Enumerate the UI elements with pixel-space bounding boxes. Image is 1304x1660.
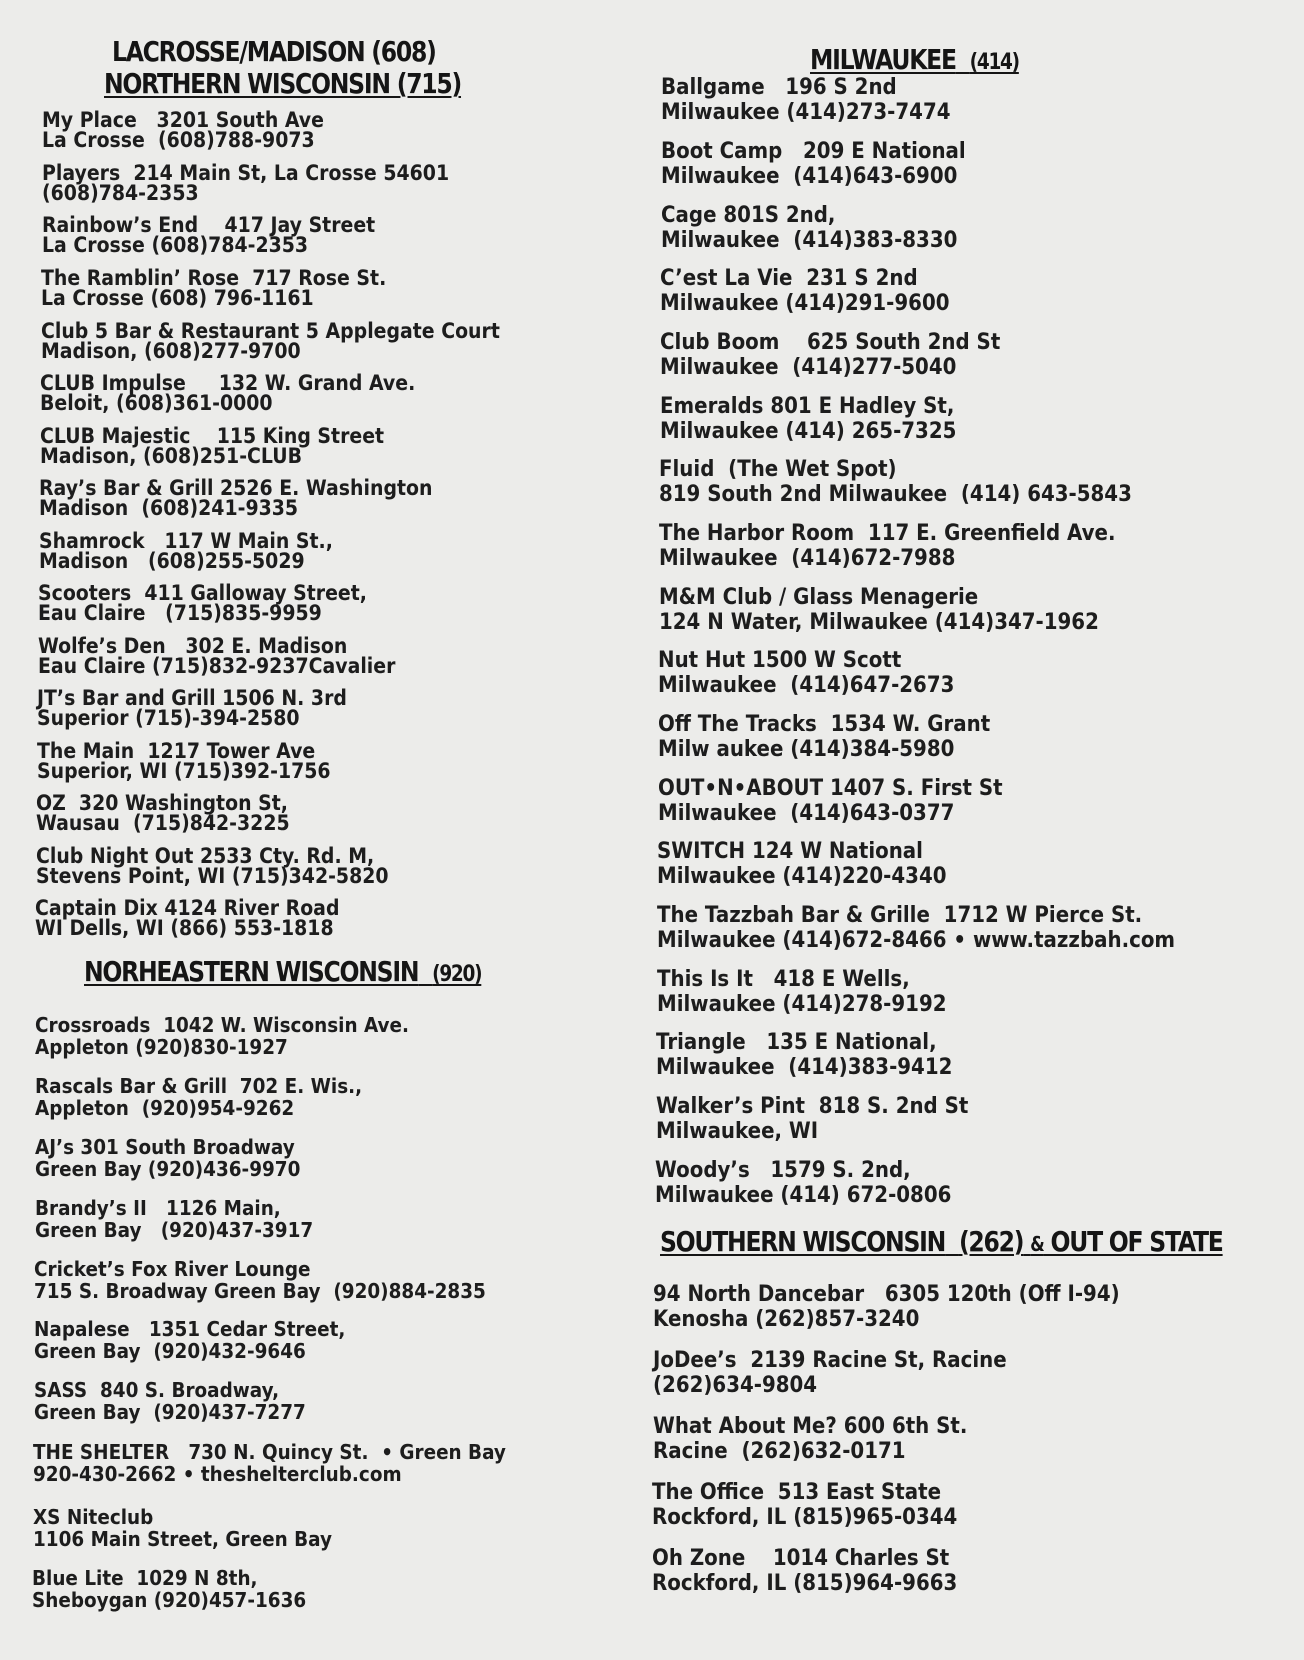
venue-entry — [652, 1480, 957, 1530]
venue-name-line: JoDee’s 2139 Racine St, Racine — [653, 1348, 1007, 1373]
venue-name-line: The Harbor Room 117 E. Greenfield Ave. — [659, 521, 1116, 546]
venue-address-line: 715 S. Broadway Green Bay (920)884-2835 — [34, 1279, 486, 1303]
venue-name-line: Brandy’s II 1126 Main, — [35, 1196, 281, 1220]
venue-entry — [33, 1441, 506, 1485]
venue-name-line: Crossroads 1042 W. Wisconsin Ave. — [35, 1013, 410, 1037]
venue-address-line: Milwaukee, WI — [656, 1119, 819, 1144]
southern-heading-amp: & — [1030, 1232, 1044, 1256]
venue-entry — [653, 1282, 1120, 1332]
southern-heading-code: (262) — [958, 1225, 1024, 1258]
venue-entry — [661, 75, 951, 125]
venue-address-line: Milwaukee (414)291-9600 — [660, 291, 950, 316]
venue-address-line: Madison, (608)277-9700 — [41, 339, 301, 363]
venue-address-line: La Crosse (608) 796-1161 — [41, 286, 314, 310]
venue-entry — [34, 1258, 486, 1302]
milwaukee-heading — [810, 44, 1019, 78]
venue-entry — [655, 1158, 951, 1208]
venue-name-line: THE SHELTER 730 N. Quincy St. • Green Bay — [33, 1440, 506, 1464]
venue-name-line: XS Niteclub — [33, 1505, 154, 1529]
heading-line-2: NORTHERN WISCONSIN (715) — [104, 67, 462, 100]
venue-entry — [35, 1075, 362, 1119]
venue-address-line: Milwaukee (414)643-6900 — [661, 164, 958, 189]
venue-address-line: Milwaukee (414) 265-7325 — [660, 419, 957, 444]
venue-name-line: The Tazzbah Bar & Grille 1712 W Pierce St. — [657, 903, 1143, 928]
venue-entry — [39, 531, 333, 571]
venue-name-line: Fluid (The Wet Spot) — [659, 457, 897, 482]
venue-entry — [42, 215, 375, 255]
venue-address-line: Wausau (715)842-3225 — [36, 811, 290, 835]
venue-name-line: SWITCH 124 W National — [657, 839, 923, 864]
venue-name-line: OZ 320 Washington St, — [36, 791, 288, 815]
heading-line-1: LACROSSE/MADISON (608) — [112, 35, 436, 68]
venue-address-line: Eau Claire (715)835-9959 — [38, 601, 322, 625]
venue-address-line: Milwaukee (414)383-9412 — [656, 1055, 953, 1080]
venue-entry — [653, 1414, 967, 1464]
venue-entry — [653, 1348, 1007, 1398]
venue-entry — [658, 712, 990, 762]
venue-address-line: Rockford, IL (815)964-9663 — [652, 1571, 958, 1596]
venue-name-line: Cage 801S 2nd, — [661, 203, 836, 228]
venue-name-line: What About Me? 600 6th St. — [653, 1414, 968, 1439]
northeastern-heading — [84, 956, 481, 990]
northeastern-heading-code: (920) — [432, 962, 482, 987]
venue-entry — [37, 688, 347, 728]
venue-name-line: Club 5 Bar & Restaurant 5 Applegate Court — [41, 319, 500, 343]
venue-entry — [657, 839, 947, 889]
milwaukee-heading-text: MILWAUKEE — [810, 43, 956, 76]
venue-name-line: Shamrock 117 W Main St., — [39, 529, 333, 553]
venue-name-line: Ray’s Bar & Grill 2526 E. Washington — [39, 476, 433, 500]
venue-name-line: The Ramblin’ Rose 717 Rose St. — [41, 266, 387, 290]
venue-address-line: Milwaukee (414)277-5040 — [660, 355, 957, 380]
venue-address-line: Stevens Point, WI (715)342-5820 — [36, 864, 389, 888]
venue-name-line: 94 North Dancebar 6305 120th (Off I-94) — [653, 1282, 1120, 1307]
venue-name-line: Off The Tracks 1534 W. Grant — [658, 712, 991, 737]
venue-address-line: Green Bay (920)432-9646 — [34, 1339, 306, 1363]
venue-name-line: Club Boom 625 South 2nd St — [660, 330, 1001, 355]
venue-address-line: (608)784-2353 — [42, 181, 199, 205]
venue-entry — [37, 741, 331, 781]
venue-address-line: Milwaukee (414) 672-0806 — [655, 1183, 952, 1208]
venue-name-line: C’est La Vie 231 S 2nd — [660, 266, 918, 291]
southern-heading-text: SOUTHERN WISCONSIN — [660, 1225, 946, 1258]
venue-address-line: Sheboygan (920)457-1636 — [32, 1588, 307, 1612]
venue-name-line: Rainbow’s End 417 Jay Street — [42, 213, 376, 237]
venue-entry — [660, 394, 956, 444]
venue-name-line: Triangle 135 E National, — [656, 1030, 937, 1055]
southern-heading — [660, 1226, 1223, 1260]
venue-address-line: 1106 Main Street, Green Bay — [33, 1527, 332, 1551]
venue-address-line: La Crosse (608)784-2353 — [42, 233, 309, 257]
venue-address-line: Racine (262)632-0171 — [653, 1439, 906, 1464]
venue-name-line: Captain Dix 4124 River Road — [35, 896, 340, 920]
venue-name-line: My Place 3201 South Ave — [42, 108, 324, 132]
venue-address-line: Milw aukee (414)384-5980 — [658, 737, 955, 762]
venue-name-line: Blue Lite 1029 N 8th, — [32, 1566, 258, 1590]
venue-address-line: Milwaukee (414)278-9192 — [657, 992, 947, 1017]
venue-name-line: M&M Club / Glass Menagerie — [659, 585, 979, 610]
venue-name-line: Wolfe’s Den 302 E. Madison — [38, 634, 348, 658]
venue-address-line: Appleton (920)830-1927 — [35, 1035, 288, 1059]
venue-name-line: Woody’s 1579 S. 2nd, — [655, 1158, 911, 1183]
venue-address-line: Superior, WI (715)392-1756 — [37, 759, 331, 783]
venue-name-line: Players 214 Main St, La Crosse 54601 — [42, 161, 450, 185]
venue-name-line: Rascals Bar & Grill 702 E. Wis., — [35, 1074, 363, 1098]
venue-entry — [34, 1379, 306, 1423]
venue-name-line: Club Night Out 2533 Cty. Rd. M, — [36, 844, 375, 868]
venue-address-line: La Crosse (608)788-9073 — [42, 128, 315, 152]
venue-entry — [40, 426, 384, 466]
venue-entry — [657, 903, 1175, 953]
venue-name-line: Oh Zone 1014 Charles St — [652, 1546, 950, 1571]
venue-name-line: This Is It 418 E Wells, — [657, 967, 910, 992]
venue-entry — [42, 110, 324, 150]
venue-address-line: Kenosha (262)857-3240 — [653, 1307, 920, 1332]
venue-entry — [36, 793, 290, 833]
venue-name-line: CLUB Impulse 132 W. Grand Ave. — [40, 371, 416, 395]
venue-address-line: Milwaukee (414)220-4340 — [657, 864, 947, 889]
venue-entry — [35, 1014, 409, 1058]
venue-address-line: Milwaukee (414)383-8330 — [661, 228, 958, 253]
venue-name-line: JT’s Bar and Grill 1506 N. 3rd — [37, 686, 347, 710]
venue-entry — [661, 203, 957, 253]
venue-address-line: Madison (608)255-5029 — [39, 549, 305, 573]
venue-address-line: WI Dells, WI (866) 553-1818 — [35, 916, 334, 940]
venue-name-line: Nut Hut 1500 W Scott — [658, 648, 902, 673]
northeastern-heading-text: NORHEASTERN WISCONSIN — [84, 955, 419, 988]
venue-address-line: (262)634-9804 — [653, 1373, 818, 1398]
venue-name-line: The Main 1217 Tower Ave — [37, 739, 316, 763]
venue-entry — [39, 478, 432, 518]
milwaukee-heading-code: (414) — [969, 50, 1019, 75]
venue-entry — [42, 163, 449, 203]
venue-name-line: Ballgame 196 S 2nd — [661, 75, 897, 100]
venue-name-line: The Office 513 East State — [652, 1480, 942, 1505]
venue-entry — [41, 268, 386, 308]
venue-address-line: 819 South 2nd Milwaukee (414) 643-5843 — [659, 482, 1132, 507]
venue-entry — [656, 1030, 952, 1080]
venue-address-line: Rockford, IL (815)965-0344 — [652, 1505, 958, 1530]
venue-entry — [659, 521, 1115, 571]
venue-name-line: SASS 840 S. Broadway, — [34, 1378, 280, 1402]
venue-name-line: Cricket’s Fox River Lounge — [34, 1257, 311, 1281]
venue-entry — [34, 1318, 345, 1362]
venue-address-line: Green Bay (920)437-3917 — [35, 1218, 314, 1242]
venue-entry — [33, 1506, 332, 1550]
venue-entry — [40, 373, 415, 413]
venue-address-line: 920-430-2662 • theshelterclub.com — [33, 1462, 402, 1486]
venue-name-line: Napalese 1351 Cedar Street, — [34, 1317, 346, 1341]
venue-address-line: Beloit, (608)361-0000 — [40, 391, 273, 415]
venue-address-line: Appleton (920)954-9262 — [35, 1096, 295, 1120]
venue-entry — [657, 967, 947, 1017]
venue-entry — [660, 266, 950, 316]
northern-wisconsin-heading — [104, 68, 461, 99]
venue-entry — [38, 636, 395, 676]
venue-entry — [658, 648, 954, 698]
venue-address-line: Superior (715)-394-2580 — [37, 706, 300, 730]
venue-entry — [659, 457, 1132, 507]
venue-address-line: 124 N Water, Milwaukee (414)347-1962 — [659, 610, 1099, 635]
lacrosse-madison-heading — [112, 36, 436, 67]
venue-address-line: Green Bay (920)437-7277 — [34, 1400, 306, 1424]
venue-address-line: Milwaukee (414)273-7474 — [661, 100, 951, 125]
venue-entry — [32, 1567, 306, 1611]
venue-entry — [652, 1546, 957, 1596]
venue-name-line: OUT•N•ABOUT 1407 S. First St — [658, 776, 1003, 801]
venue-entry — [38, 583, 367, 623]
venue-name-line: Boot Camp 209 E National — [661, 139, 966, 164]
venue-entry — [661, 139, 966, 189]
venue-name-line: AJ’s 301 South Broadway — [35, 1135, 295, 1159]
venue-entry — [36, 846, 389, 886]
venue-entry — [35, 898, 339, 938]
venue-entry — [659, 585, 1099, 635]
venue-address-line: Milwaukee (414)672-7988 — [659, 546, 956, 571]
venue-entry — [41, 321, 500, 361]
southern-heading-out-of-state: OUT OF STATE — [1050, 1225, 1223, 1258]
venue-address-line: Madison, (608)251-CLUB — [40, 444, 303, 468]
venue-address-line: Green Bay (920)436-9970 — [35, 1157, 301, 1181]
venue-address-line: Milwaukee (414)643-0377 — [658, 801, 955, 826]
venue-address-line: Madison (608)241-9335 — [39, 496, 299, 520]
venue-name-line: Emeralds 801 E Hadley St, — [660, 394, 955, 419]
venue-name-line: Scooters 411 Galloway Street, — [38, 581, 367, 605]
venue-entry — [656, 1094, 968, 1144]
venue-entry — [35, 1136, 300, 1180]
venue-entry — [35, 1197, 313, 1241]
venue-entry — [658, 776, 1003, 826]
venue-address-line: Eau Claire (715)832-9237Cavalier — [38, 654, 396, 678]
venue-name-line: Walker’s Pint 818 S. 2nd St — [656, 1094, 969, 1119]
venue-address-line: Milwaukee (414)647-2673 — [658, 673, 955, 698]
venue-entry — [660, 330, 1000, 380]
venue-name-line: CLUB Majestic 115 King Street — [40, 424, 385, 448]
venue-address-line: Milwaukee (414)672-8466 • www.tazzbah.com — [657, 928, 1176, 953]
